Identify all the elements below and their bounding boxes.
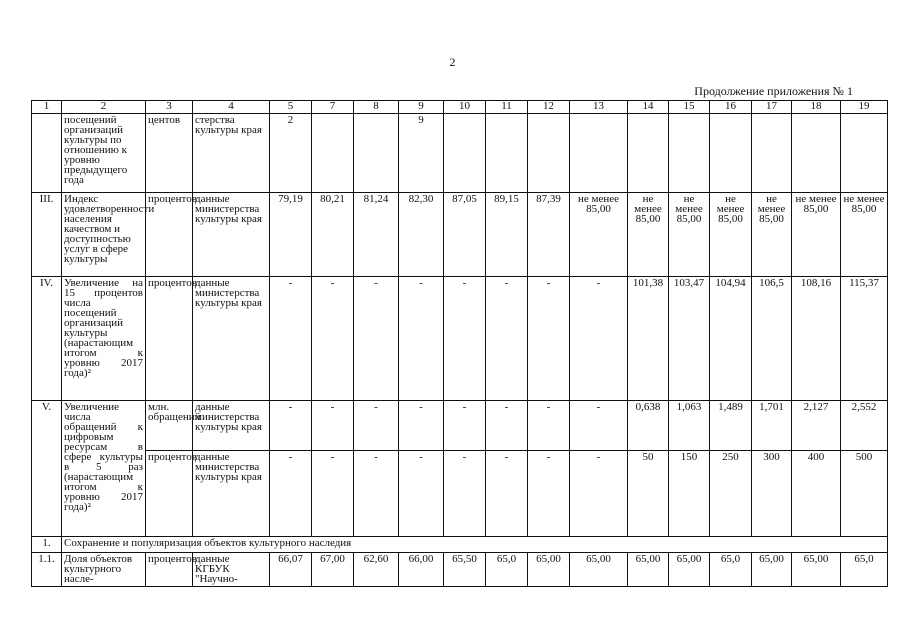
value-cell: 0,638 xyxy=(628,401,669,451)
table-row xyxy=(32,193,888,277)
header-cell: 12 xyxy=(528,101,570,114)
header-cell: 1 xyxy=(32,101,62,114)
value-cell: - xyxy=(270,401,312,451)
value-cell xyxy=(792,114,841,193)
value-cell: - xyxy=(354,277,399,401)
value-cell xyxy=(570,114,628,193)
value-cell xyxy=(486,114,528,193)
value-cell: 65,0 xyxy=(841,553,888,587)
header-cell: 15 xyxy=(669,101,710,114)
value-cell: 9 xyxy=(399,114,444,193)
value-cell: 400 xyxy=(792,451,841,537)
value-cell xyxy=(628,114,669,193)
value-cell: 250 xyxy=(710,451,752,537)
source-cell: данные министерства культуры края xyxy=(193,401,270,451)
value-cell: - xyxy=(528,451,570,537)
source-cell: данные министерства культуры края xyxy=(193,193,270,277)
value-cell: 65,00 xyxy=(628,553,669,587)
value-cell: 65,00 xyxy=(752,553,792,587)
value-cell: - xyxy=(270,451,312,537)
value-cell xyxy=(710,114,752,193)
value-cell: 115,37 xyxy=(841,277,888,401)
header-cell: 13 xyxy=(570,101,628,114)
value-cell: 2 xyxy=(270,114,312,193)
source-cell: стерства культуры края xyxy=(193,114,270,193)
table-row xyxy=(32,277,888,401)
value-cell: 82,30 xyxy=(399,193,444,277)
indicator-name: Доля объектов культурного насле- xyxy=(62,553,146,587)
value-cell: - xyxy=(528,401,570,451)
header-cell: 2 xyxy=(62,101,146,114)
indicator-name: Увеличение числа обращений к цифровым ресурсам в сфере культуры в 5 раз (нарастающим итогом к уровню 2017 года)² xyxy=(62,401,146,537)
row-number: 1.1. xyxy=(32,553,62,587)
header-cell: 14 xyxy=(628,101,669,114)
value-cell: не менее 85,00 xyxy=(752,193,792,277)
value-cell: 65,00 xyxy=(669,553,710,587)
unit-cell: центов xyxy=(146,114,193,193)
value-cell: - xyxy=(444,451,486,537)
value-cell: - xyxy=(312,401,354,451)
value-cell: - xyxy=(444,401,486,451)
header-cell: 8 xyxy=(354,101,399,114)
value-cell: 87,05 xyxy=(444,193,486,277)
value-cell: - xyxy=(486,277,528,401)
value-cell: 67,00 xyxy=(312,553,354,587)
row-number: III. xyxy=(32,193,62,277)
value-cell: 2,127 xyxy=(792,401,841,451)
value-cell: не менее 85,00 xyxy=(669,193,710,277)
value-cell: 500 xyxy=(841,451,888,537)
header-cell: 16 xyxy=(710,101,752,114)
value-cell: 66,00 xyxy=(399,553,444,587)
table-row xyxy=(32,553,888,587)
indicators-table xyxy=(31,100,888,587)
value-cell: не менее 85,00 xyxy=(570,193,628,277)
value-cell: не менее 85,00 xyxy=(841,193,888,277)
value-cell: 87,39 xyxy=(528,193,570,277)
row-number: IV. xyxy=(32,277,62,401)
value-cell: - xyxy=(354,401,399,451)
table-row xyxy=(32,114,888,193)
page-number: 2 xyxy=(449,55,456,69)
header-cell: 9 xyxy=(399,101,444,114)
row-number xyxy=(32,114,62,193)
value-cell: 1,489 xyxy=(710,401,752,451)
value-cell: 65,0 xyxy=(710,553,752,587)
unit-cell: процентов xyxy=(146,553,193,587)
value-cell: 65,00 xyxy=(528,553,570,587)
value-cell: 1,701 xyxy=(752,401,792,451)
value-cell xyxy=(312,114,354,193)
value-cell: 103,47 xyxy=(669,277,710,401)
value-cell: 65,00 xyxy=(570,553,628,587)
value-cell: 101,38 xyxy=(628,277,669,401)
value-cell: 150 xyxy=(669,451,710,537)
value-cell: - xyxy=(354,451,399,537)
value-cell: - xyxy=(399,401,444,451)
indicator-name: Увеличение на 15 процентов числа посещений организаций культуры (нарастающим итогом к уровню 2017 года)² xyxy=(62,277,146,401)
value-cell xyxy=(354,114,399,193)
value-cell: - xyxy=(486,401,528,451)
value-cell: не менее 85,00 xyxy=(710,193,752,277)
header-cell: 19 xyxy=(841,101,888,114)
value-cell: - xyxy=(528,277,570,401)
table-row xyxy=(32,401,888,451)
value-cell: 89,15 xyxy=(486,193,528,277)
value-cell: не менее 85,00 xyxy=(628,193,669,277)
section-row xyxy=(32,537,888,553)
header-cell: 5 xyxy=(270,101,312,114)
value-cell: 1,063 xyxy=(669,401,710,451)
value-cell: 62,60 xyxy=(354,553,399,587)
value-cell: 66,07 xyxy=(270,553,312,587)
row-number: V. xyxy=(32,401,62,537)
value-cell: - xyxy=(486,451,528,537)
section-number: 1. xyxy=(32,537,62,553)
value-cell: - xyxy=(570,277,628,401)
value-cell: - xyxy=(444,277,486,401)
header-cell: 4 xyxy=(193,101,270,114)
value-cell xyxy=(841,114,888,193)
unit-cell: процентов xyxy=(146,277,193,401)
header-cell: 10 xyxy=(444,101,486,114)
value-cell: не менее 85,00 xyxy=(792,193,841,277)
header-cell: 11 xyxy=(486,101,528,114)
value-cell: - xyxy=(399,451,444,537)
value-cell: 106,5 xyxy=(752,277,792,401)
value-cell xyxy=(752,114,792,193)
value-cell: 81,24 xyxy=(354,193,399,277)
value-cell: 300 xyxy=(752,451,792,537)
value-cell: 108,16 xyxy=(792,277,841,401)
value-cell xyxy=(444,114,486,193)
source-cell: данные министерства культуры края xyxy=(193,451,270,537)
header-row xyxy=(32,101,888,114)
value-cell: - xyxy=(270,277,312,401)
indicator-name: посещений организаций культуры по отношению к уровню предыдущего года xyxy=(62,114,146,193)
value-cell xyxy=(528,114,570,193)
header-cell: 7 xyxy=(312,101,354,114)
value-cell: 80,21 xyxy=(312,193,354,277)
header-cell: 3 xyxy=(146,101,193,114)
value-cell: 65,0 xyxy=(486,553,528,587)
value-cell: 104,94 xyxy=(710,277,752,401)
source-cell: данные КГБУК "Научно- xyxy=(193,553,270,587)
value-cell: - xyxy=(570,401,628,451)
value-cell xyxy=(669,114,710,193)
value-cell: - xyxy=(312,451,354,537)
source-cell: данные министерства культуры края xyxy=(193,277,270,401)
value-cell: - xyxy=(399,277,444,401)
table-row xyxy=(32,451,888,537)
value-cell: 2,552 xyxy=(841,401,888,451)
value-cell: 65,00 xyxy=(792,553,841,587)
header-cell: 17 xyxy=(752,101,792,114)
indicator-name: Индекс удовлетворенности населения качеством и доступностью услуг в сфере культуры xyxy=(62,193,146,277)
value-cell: - xyxy=(570,451,628,537)
unit-cell: млн. обращений xyxy=(146,401,193,451)
appendix-caption: Продолжение приложения № 1 xyxy=(694,84,853,98)
value-cell: - xyxy=(312,277,354,401)
header-cell: 18 xyxy=(792,101,841,114)
value-cell: 50 xyxy=(628,451,669,537)
value-cell: 65,50 xyxy=(444,553,486,587)
section-title: Сохранение и популяризация объектов культурного наследия xyxy=(62,537,888,553)
unit-cell: процентов xyxy=(146,193,193,277)
unit-cell: процентов xyxy=(146,451,193,537)
value-cell: 79,19 xyxy=(270,193,312,277)
